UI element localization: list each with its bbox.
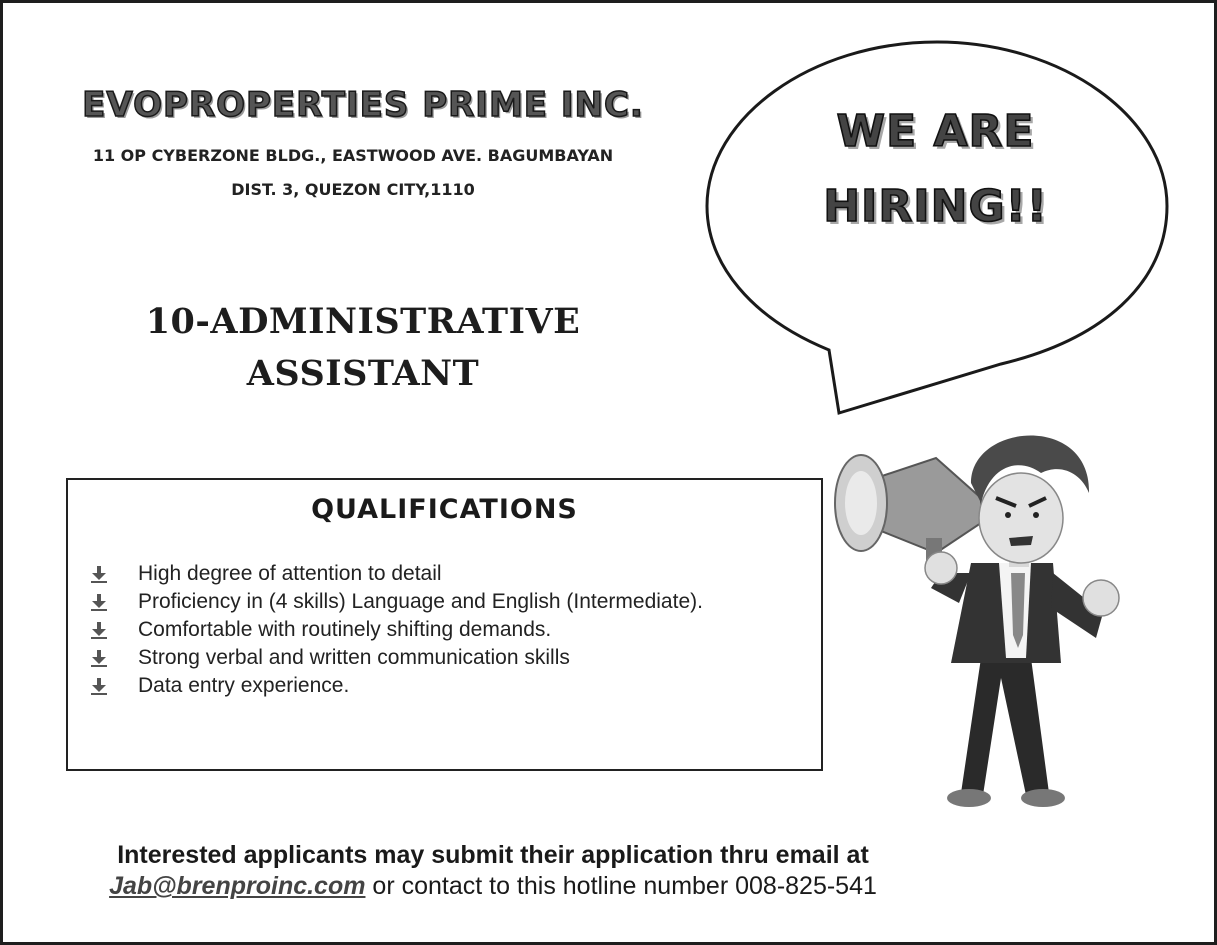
man-with-megaphone-illustration xyxy=(831,403,1131,815)
we-are-hiring-line2: HIRING!! xyxy=(823,181,1048,232)
arrow-down-bullet-icon xyxy=(90,593,108,611)
qualifications-box xyxy=(66,478,823,771)
job-position xyxy=(113,296,613,400)
qualification-item xyxy=(90,672,703,700)
application-instructions: Interested applicants may submit their application thru email at xyxy=(117,841,869,869)
qualification-item xyxy=(90,616,703,644)
qualification-item xyxy=(90,560,703,588)
qualification-text: High degree of attention to detail xyxy=(138,562,442,585)
qualifications-title: QUALIFICATIONS xyxy=(311,494,578,525)
job-position-line2: ASSISTANT xyxy=(246,353,480,394)
qualification-text: Strong verbal and written communication skills xyxy=(138,646,570,669)
contact-line xyxy=(3,872,983,901)
qualification-item xyxy=(90,644,703,672)
qualification-text: Comfortable with routinely shifting demands. xyxy=(138,618,552,641)
arrow-down-bullet-icon xyxy=(90,677,108,695)
qualification-text: Data entry experience. xyxy=(138,674,350,697)
qualification-item xyxy=(90,588,703,616)
company-address-line1: 11 OP CYBERZONE BLDG., EASTWOOD AVE. BAGUMBAYAN xyxy=(92,146,614,165)
arrow-down-bullet-icon xyxy=(90,649,108,667)
company-address-line2: DIST. 3, QUEZON CITY,1110 xyxy=(231,180,475,199)
hotline-text: or contact to this hotline number 008-825-541 xyxy=(365,872,877,900)
company-name: EVOPROPERTIES PRIME INC. xyxy=(82,85,644,125)
email-link[interactable]: Jab@brenproinc.com xyxy=(109,872,366,900)
qualification-text: Proficiency in (4 skills) Language and English (Intermediate). xyxy=(138,590,703,613)
arrow-down-bullet-icon xyxy=(90,621,108,639)
we-are-hiring-line1: WE ARE xyxy=(836,106,1035,157)
job-position-line1: 10-ADMINISTRATIVE xyxy=(145,301,581,342)
qualifications-list xyxy=(90,560,703,700)
arrow-down-bullet-icon xyxy=(90,565,108,583)
